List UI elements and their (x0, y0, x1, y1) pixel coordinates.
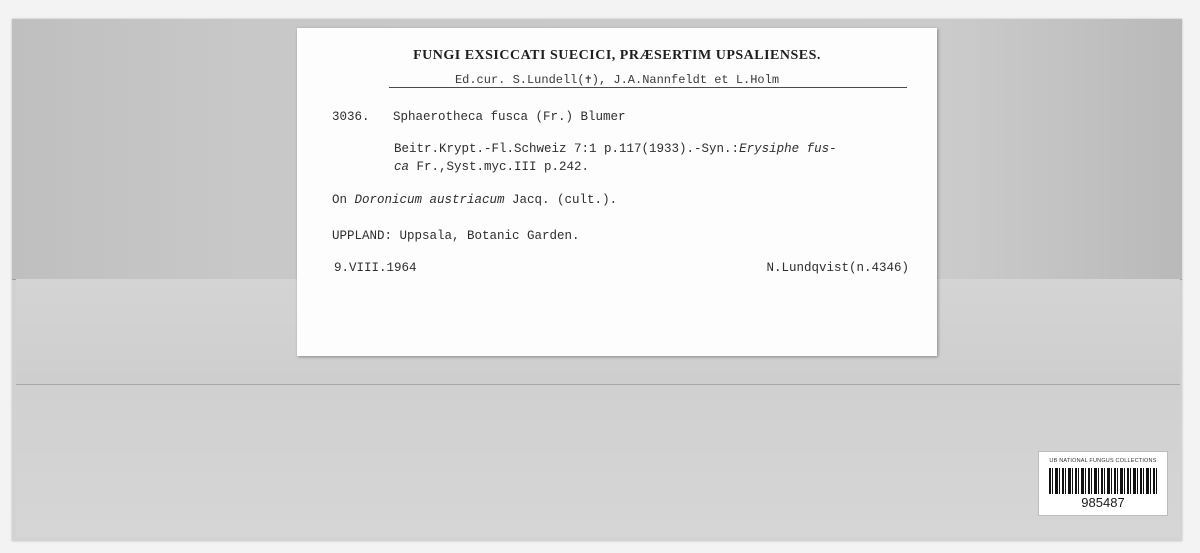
specimen-label (297, 28, 937, 356)
packet-bottom-flap (16, 385, 1180, 537)
host-suffix: Jacq. (cult.). (504, 193, 618, 207)
barcode-label (1038, 451, 1168, 516)
barcode-bars (1049, 468, 1157, 494)
host-name: Doronicum austriacum (354, 193, 505, 207)
host-line (332, 193, 617, 207)
exsiccata-number: 3036. (332, 110, 370, 124)
reference-line-2 (394, 160, 589, 174)
label-title: FUNGI EXSICCATI SUECICI, PRÆSERTIM UPSALIENSES. (413, 48, 821, 63)
synonym-italic-cont: ca (394, 160, 410, 174)
barcode-number: 985487 (1081, 495, 1125, 510)
reference-text: Beitr.Krypt.-Fl.Schweiz 7:1 p.117(1933).-Syn.: (394, 142, 740, 156)
barcode-title: UB NATIONAL FUNGUS COLLECTIONS (1049, 458, 1157, 464)
label-editors: Ed.cur. S.Lundell(✝), J.A.Nannfeldt et L.Holm (454, 73, 780, 87)
collector: N.Lundqvist(n.4346) (766, 261, 909, 275)
reference-text-cont: Fr.,Syst.myc.III p.242. (409, 160, 590, 174)
label-divider (389, 87, 907, 88)
synonym-italic: Erysiphe fus- (739, 142, 837, 156)
species-name: Sphaerotheca fusca (Fr.) Blumer (393, 110, 626, 124)
collection-date: 9.VIII.1964 (334, 261, 417, 275)
reference-line-1 (394, 142, 837, 156)
host-prefix: On (332, 193, 355, 207)
locality: UPPLAND: Uppsala, Botanic Garden. (332, 229, 580, 243)
